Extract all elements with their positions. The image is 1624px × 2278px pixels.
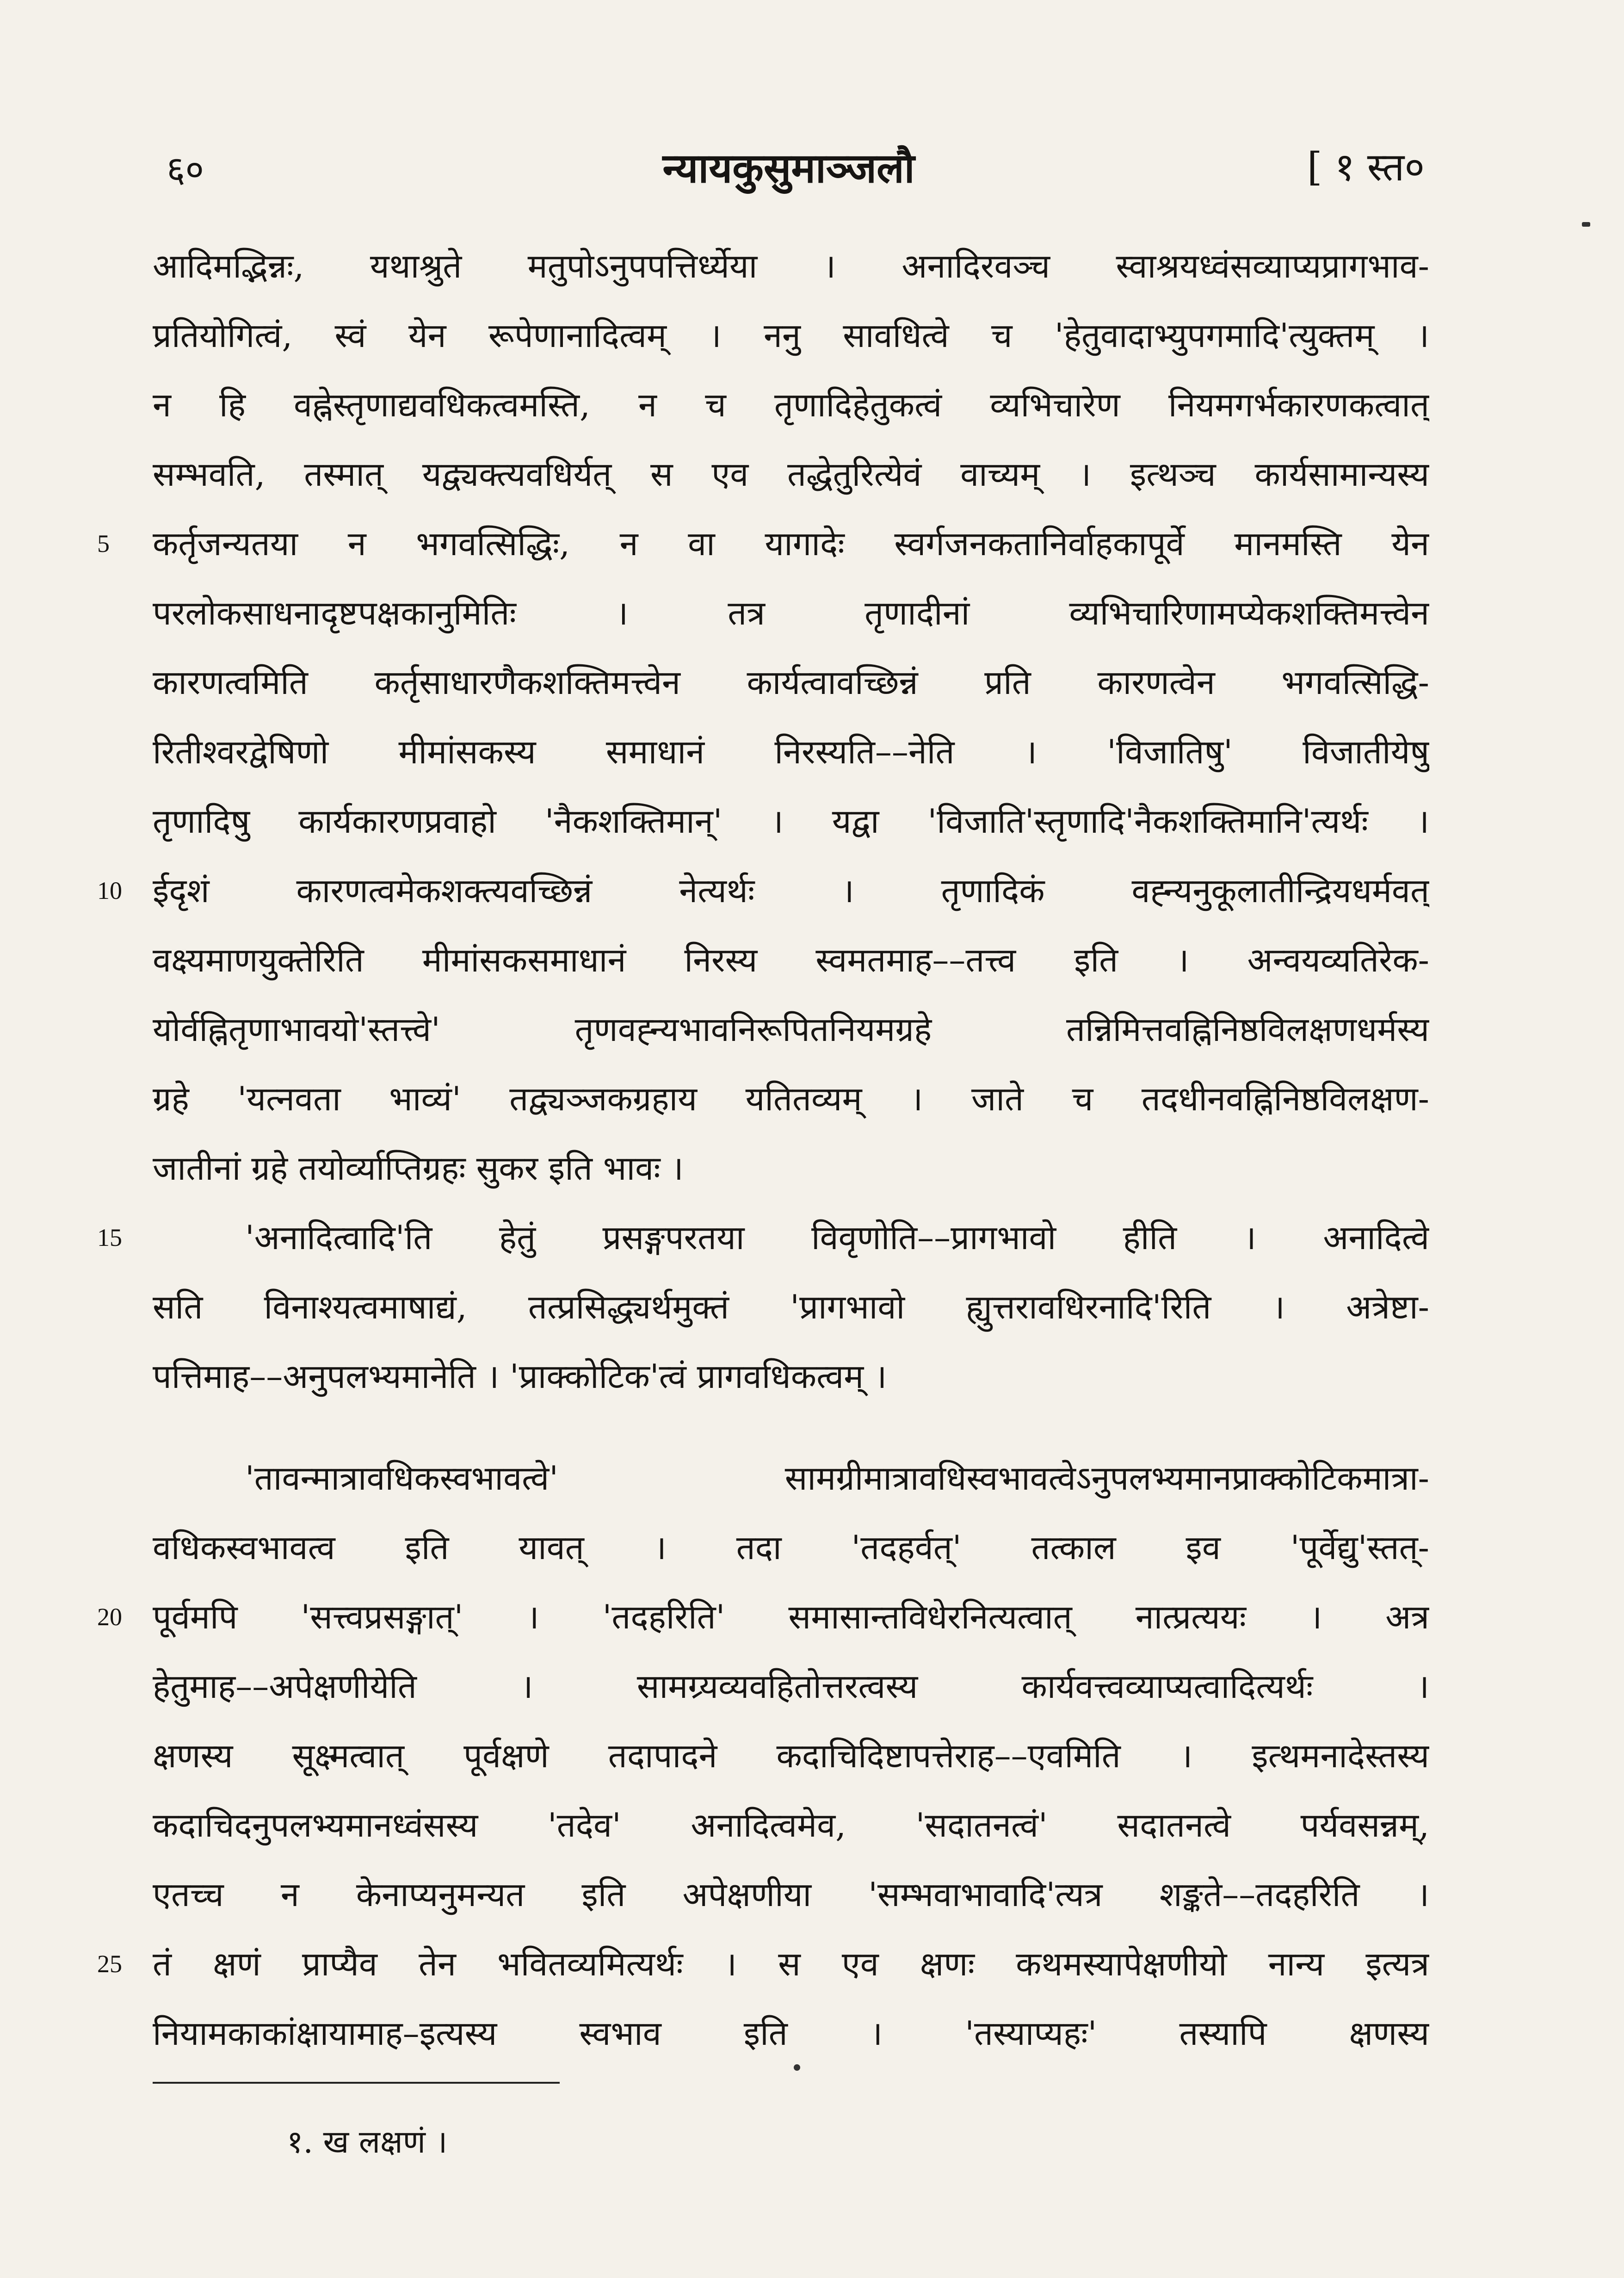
speck-mark [794,2064,800,2071]
text-line: पूर्वमपि 'सत्त्वप्रसङ्गात्' । 'तदहरिति' समासान्तविधेरनित्यत्वात् नात्प्रत्ययः । अत्र [153,1597,1429,1636]
text-line: आदिमद्भिन्नः, यथाश्रुते मतुपोऽनुपपत्तिर्ध्येया । अनादिरवञ्च स्वाश्रयध्वंसव्याप्यप्रागभाव- [153,247,1429,285]
text-line: प्रतियोगित्वं, स्वं येन रूपेणानादित्वम् । ननु सावधित्वे च 'हेतुवादाभ्युपगमादि'त्युक्तम् । [153,316,1429,355]
page-header [153,130,1425,204]
text-line: 'अनादित्वादि'ति हेतुं प्रसङ्गपरतया विवृणोति––प्रागभावो हीति । अनादित्वे [245,1218,1429,1257]
text-line: एतच्च न केनाप्यनुमन्यत इति अपेक्षणीया 'सम्भवाभावादि'त्यत्र शङ्कते––तदहरिति । [153,1875,1429,1914]
text-line: ईदृशं कारणत्वमेकशक्त्यवच्छिन्नं नेत्यर्थः । तृणादिकं वह्न्यनुकूलातीन्द्रियधर्मवत् [153,871,1429,910]
line-number: 25 [97,1950,122,1978]
text-line: कारणत्वमिति कर्तृसाधारणैकशक्तिमत्त्वेन कार्यत्वावच्छिन्नं प्रति कारणत्वेन भगवत्सिद्धि- [153,663,1429,702]
section-marker: [ १ स्त० [1307,144,1425,190]
text-line: क्षणस्य सूक्ष्मत्वात् पूर्वक्षणे तदापादने कदाचिदिष्टापत्तेराह––एवमिति । इत्थमनादेस्तस्य [153,1736,1429,1775]
text-line: तृणादिषु कार्यकारणप्रवाहो 'नैकशक्तिमान्' । यद्वा 'विजाति'स्तृणादि'नैकशक्तिमानि'त्यर्थः । [153,802,1429,841]
text-line: परलोकसाधनादृष्टपक्षकानुमितिः । तत्र तृणादीनां व्यभिचारिणामप्येकशक्तिमत्त्वेन [153,594,1429,632]
page-title: न्यायकुसुमाञ्जलौ [662,144,915,192]
text-line: ग्रहे 'यत्नवता भाव्यं' तद्व्यञ्जकग्रहाय यतितव्यम् । जाते च तदधीनवह्निनिष्ठविलक्षण- [153,1079,1429,1118]
text-line: योर्वह्नितृणाभावयो'स्तत्त्वे' तृणवह्न्यभावनिरूपितनियमग्रहे तन्निमित्तवह्निनिष्ठविलक्षणधर्मस्य [153,1010,1429,1049]
line-number: 5 [97,530,110,557]
line-number: 15 [97,1224,122,1251]
text-line: तं क्षणं प्राप्यैव तेन भवितव्यमित्यर्थः । स एव क्षणः कथमस्यापेक्षणीयो नान्य इत्यत्र [153,1944,1429,1983]
text-line: हेतुमाह––अपेक्षणीयेति । सामग्र्यव्यवहितोत्तरत्वस्य कार्यवत्त्वव्याप्यत्वादित्यर्थः । [153,1667,1429,1706]
text-line: न हि वह्नेस्तृणाद्यवधिकत्वमस्ति, न च तृणादिहेतुकत्वं व्यभिचारेण नियमगर्भकारणकत्वात् [153,385,1429,424]
text-line: वक्ष्यमाणयुक्तेरिति मीमांसकसमाधानं निरस्य स्वमतमाह––तत्त्व इति । अन्वयव्यतिरेक- [153,941,1429,979]
text-line: कर्तृजन्यतया न भगवत्सिद्धिः, न वा यागादेः स्वर्गजनकतानिर्वाहकापूर्वे मानमस्ति येन [153,524,1429,563]
page-number: ६० [167,149,204,191]
text-line: 'तावन्मात्रावधिकस्वभावत्वे' सामग्रीमात्रावधिस्वभावत्वेऽनुपलभ्यमानप्राक्कोटिकमात्रा- [245,1459,1429,1498]
line-number: 20 [97,1603,122,1631]
footnote-rule [153,2082,560,2084]
text-line: सति विनाश्यत्वमाषाद्यं, तत्प्रसिद्ध्यर्थमुक्तं 'प्रागभावो ह्युत्तरावधिरनादि'रिति । अत्रेष्टा- [153,1288,1429,1326]
line-number: 10 [97,877,122,904]
footnote: १. ख लक्षणं । [287,2124,448,2160]
text-line: पत्तिमाह––अनुपलभ्यमानेति । 'प्राक्कोटिक'त्वं प्रागवधिकत्वम् । [153,1357,887,1396]
text-line: जातीनां ग्रहे तयोर्व्याप्तिग्रहः सुकर इति भावः । [153,1149,684,1188]
text-line: कदाचिदनुपलभ्यमानध्वंसस्य 'तदेव' अनादित्वमेव, 'सदातनत्वं' सदातनत्वे पर्यवसन्नम्, [153,1806,1429,1845]
margin-mark [1582,222,1590,227]
text-line: सम्भवति, तस्मात् यद्व्यक्त्यवधिर्यत् स एव तद्धेतुरित्येवं वाच्यम् । इत्थञ्च कार्यसामान्यस्य [153,455,1429,494]
text-line: रितीश्वरद्वेषिणो मीमांसकस्य समाधानं निरस्यति––नेति । 'विजातिषु' विजातीयेषु [153,732,1429,771]
text-line: नियामकाकांक्षायामाह–इत्यस्य स्वभाव इति । 'तस्याप्यहः' तस्यापि क्षणस्य [153,2014,1429,2053]
text-line: वधिकस्वभावत्व इति यावत् । तदा 'तदहर्वत्' तत्काल इव 'पूर्वेद्यु'स्तत्- [153,1528,1429,1567]
